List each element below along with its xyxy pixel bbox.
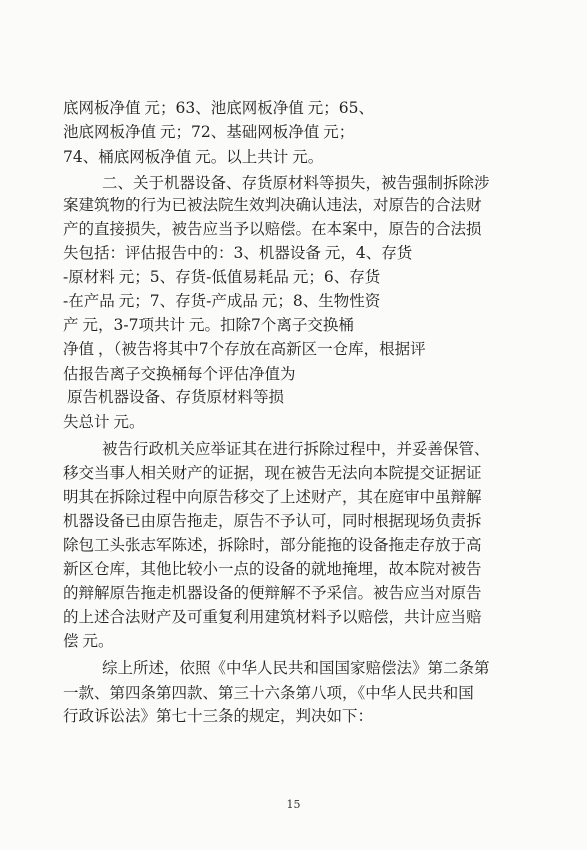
text-segment: 失总计 bbox=[63, 412, 110, 431]
text-segment: 元；6、存货 bbox=[292, 268, 381, 287]
text-segment: 元；7、存货-产成品 bbox=[118, 292, 258, 311]
text-segment: 原告机器设备、存货原材料等损 bbox=[67, 388, 285, 407]
text-segment: 产 bbox=[63, 316, 79, 334]
text-segment: 综上所述，依照《中华人民共和国国家赔偿法》第二条第 bbox=[102, 659, 490, 678]
text-segment: 失包括：评估报告中的：3、机器设备 bbox=[63, 244, 321, 263]
text-segment: 元。扣除7个离子交换桶 bbox=[188, 316, 354, 334]
text-line bbox=[0, 699, 587, 733]
text-segment: -在产品 bbox=[63, 292, 115, 311]
text-segment: 除包工头张志军陈述，拆除时，部分能拖的设备拖走存放于高 bbox=[63, 536, 482, 555]
page-number: 15 bbox=[286, 798, 301, 811]
text-segment: 行政诉讼法》第七十三条的规定，判决如下： bbox=[63, 707, 374, 726]
text-segment: 元； bbox=[323, 123, 355, 142]
text-segment: 一款、第四条第四款、第三十六条第八项，《中华人民共和国 bbox=[63, 683, 474, 702]
text-segment: 74、桶底网板净值 bbox=[63, 147, 192, 166]
text-segment: 元；8、生物性资 bbox=[261, 292, 381, 311]
text-segment: 元；72、基础网板净值 bbox=[160, 123, 320, 142]
text-segment: 案建筑物的行为已被法院生效判决确认违法，对原告的合法财 bbox=[63, 196, 482, 215]
text-segment: 估报告离子交换桶每个评估净值为 bbox=[63, 364, 296, 383]
text-segment: 的辩解原告拖走机器设备的便辩解不予采信。被告应当对原告 bbox=[63, 584, 482, 603]
text-segment: 产的直接损失，被告应当予以赔偿。在本案中，原告的合法损 bbox=[63, 220, 482, 239]
text-segment: 明其在拆除过程中向原告移交了上述财产，其在庭审中虽辩解 bbox=[63, 488, 482, 507]
text-segment: 元；65、 bbox=[307, 99, 374, 118]
text-segment: 元；63、池底网板净值 bbox=[144, 99, 304, 118]
text-segment: 元。以上共计 bbox=[195, 147, 289, 166]
text-segment: 底网板净值 bbox=[63, 99, 141, 118]
text-segment: 元，3-7项共计 bbox=[82, 316, 185, 334]
text-segment: 二、关于机器设备、存货原材料等损失，被告强制拆除涉 bbox=[102, 173, 490, 192]
text-segment: 被告行政机关应举证其在进行拆除过程中，并妥善保管、 bbox=[102, 439, 490, 458]
text-segment: 池底网板净值 bbox=[63, 123, 157, 142]
text-segment: 机器设备已由原告拖走，原告不予认可，同时根据现场负责拆 bbox=[63, 511, 482, 530]
text-segment: 偿 bbox=[63, 632, 79, 651]
text-segment: 元。 bbox=[292, 147, 324, 166]
text-segment: 元，4、存货 bbox=[324, 244, 413, 263]
text-segment: 的上述合法财产及可重复利用建筑材料予以赔偿，共计应当赔 bbox=[63, 607, 482, 626]
text-segment: -原材料 bbox=[63, 268, 115, 287]
text-segment: 元。 bbox=[82, 632, 114, 651]
text-segment: 元；5、存货-低值易耗品 bbox=[118, 268, 289, 287]
text-segment: 净值 bbox=[63, 339, 95, 358]
text-segment: 新区仓库，其他比较小一点的设备的就地掩埋，故本院对被告 bbox=[63, 559, 482, 578]
text-segment: 元。 bbox=[113, 412, 145, 431]
text-segment: 移交当事人相关财产的证据，现在被告无法向本院提交证据证 bbox=[63, 464, 482, 483]
text-segment: ，（被告将其中7个存放在高新区一仓库，根据评 bbox=[98, 339, 426, 358]
